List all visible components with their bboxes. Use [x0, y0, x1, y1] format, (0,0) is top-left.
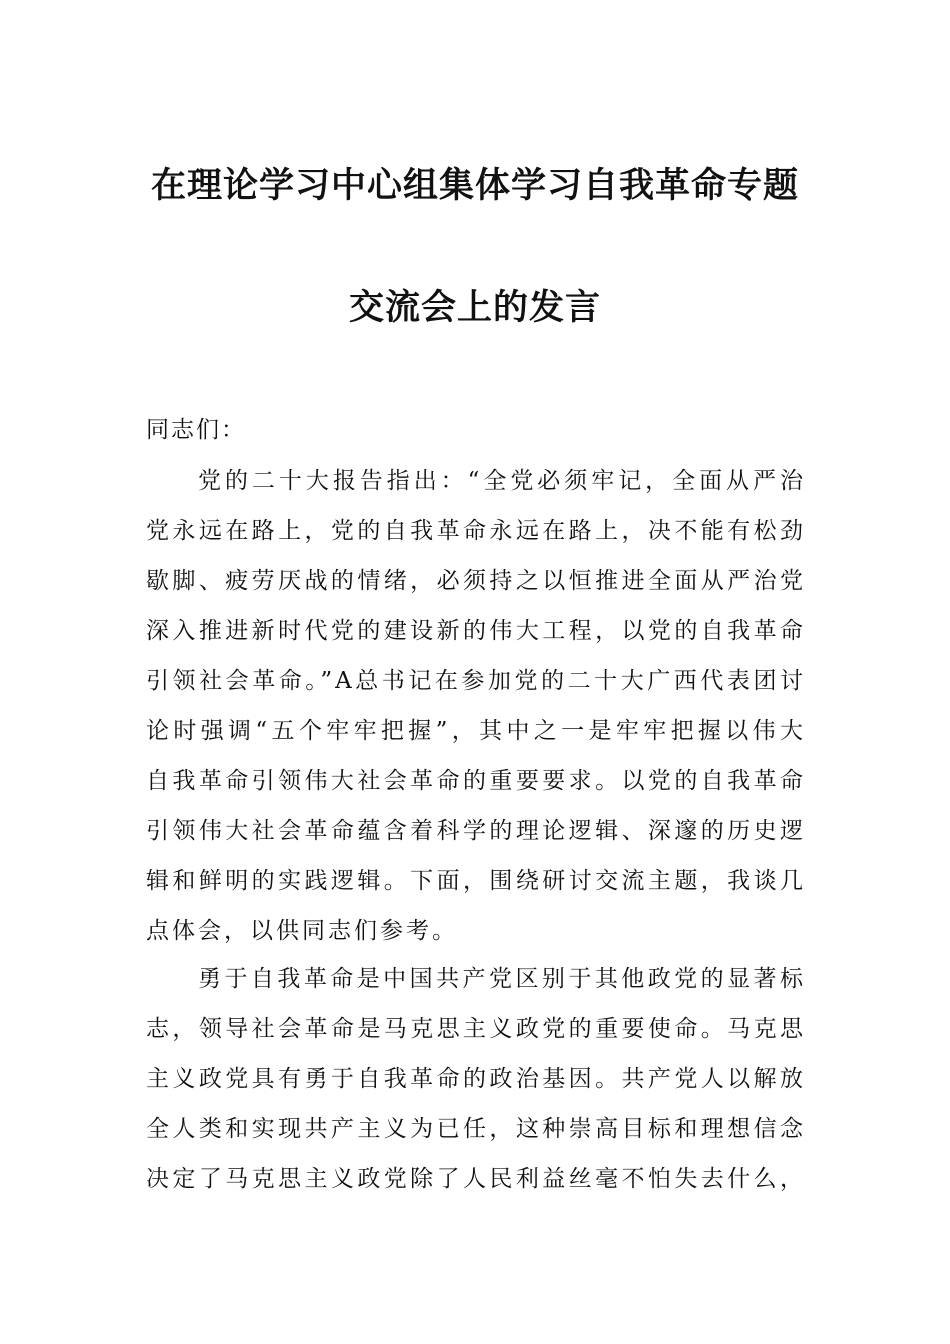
paragraph-line: 歇脚、疲劳厌战的情绪，必须持之以恒推进全面从严治党	[146, 568, 806, 594]
paragraph-1	[146, 456, 806, 956]
paragraph-line: 自我革命引领伟大社会革命的重要要求。以党的自我革命	[146, 768, 806, 794]
document-title-line-1: 在理论学习中心组集体学习自我革命专题	[150, 166, 799, 206]
paragraph-2	[146, 954, 806, 1204]
document-title-line-2: 交流会上的发言	[348, 288, 601, 328]
paragraph-line: 勇于自我革命是中国共产党区别于其他政党的显著标	[198, 966, 806, 992]
paragraph-line: 辑和鲜明的实践逻辑。下面，围绕研讨交流主题，我谈几	[146, 868, 806, 894]
paragraph-line: 引领伟大社会革命蕴含着科学的理论逻辑、深邃的历史逻	[146, 818, 806, 844]
paragraph-line: 深入推进新时代党的建设新的伟大工程，以党的自我革命	[146, 618, 806, 644]
paragraph-line: 主义政党具有勇于自我革命的政治基因。共产党人以解放	[146, 1066, 806, 1092]
paragraph-line: 党永远在路上，党的自我革命永远在路上，决不能有松劲	[146, 518, 806, 544]
paragraph-line: 论时强调“五个牢牢把握”，其中之一是牢牢把握以伟大	[146, 718, 806, 744]
paragraph-line: 全人类和实现共产主义为已任，这种崇高目标和理想信念	[146, 1116, 806, 1142]
paragraph-line: 决定了马克思主义政党除了人民利益丝毫不怕失去什么，	[146, 1166, 806, 1192]
paragraph-line: 点体会，以供同志们参考。	[146, 918, 458, 944]
paragraph-line: 引领社会革命。”A总书记在参加党的二十大广西代表团讨	[146, 668, 806, 694]
salutation: 同志们：	[146, 417, 246, 443]
paragraph-line: 党的二十大报告指出：“全党必须牢记，全面从严治	[198, 468, 806, 494]
paragraph-line: 志，领导社会革命是马克思主义政党的重要使命。马克思	[146, 1016, 806, 1042]
